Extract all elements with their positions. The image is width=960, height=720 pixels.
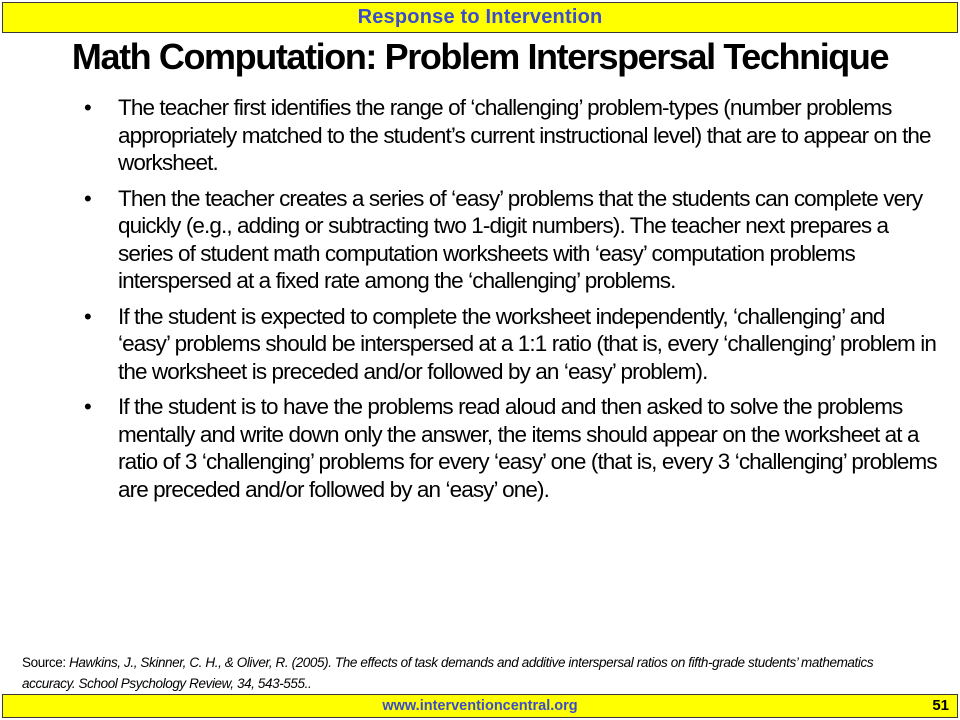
source-label: Source: bbox=[22, 655, 70, 670]
bullet-text: If the student is to have the problems read aloud and then asked to solve the problems mentally and write down only the answer, the items should appear on the worksheet at a ratio of 3 ‘challenging’ problems for every ‘easy’ one (that is, every 3 ‘challenging’ problems are preceded and/or followed by an ‘easy’ one). bbox=[118, 394, 937, 502]
bullet-text: Then the teacher creates a series of ‘easy’ problems that the students can complete very quickly (e.g., adding or subtracting two 1-digit numbers). The teacher next prepares a series of student math computation worksheets with ‘easy’ computation problems interspersed at a fixed rate among the ‘challenging’ problems. bbox=[118, 185, 923, 293]
bullet-glyph: • bbox=[84, 394, 91, 419]
bullet-item bbox=[80, 94, 940, 177]
footer-bar bbox=[2, 694, 958, 718]
bullet-item bbox=[80, 185, 940, 295]
footer-url-link[interactable]: www.interventioncentral.org bbox=[382, 698, 578, 714]
bullet-glyph: • bbox=[84, 303, 91, 329]
header-banner-text: Response to Intervention bbox=[357, 6, 603, 28]
slide-title: Math Computation: Problem Interspersal Technique bbox=[71, 36, 889, 77]
source-reference: Hawkins, J., Skinner, C. H., & Oliver, R. (2005). The effects of task demands and additive interspersal ratios on fifth-grade students’ mathematics accuracy. School Psychology Review, 34, 543-555.. bbox=[22, 655, 874, 691]
header-banner bbox=[2, 2, 958, 33]
bullet-text: If the student is expected to complete the worksheet independently, ‘challenging’ and ‘easy’ problems should be interspersed at a 1:1 ratio (that is, every ‘challenging’ problem in the worksheet is preceded and/or followed by an ‘easy’ problem). bbox=[118, 303, 936, 384]
source-citation bbox=[22, 652, 922, 694]
bullet-item bbox=[80, 393, 940, 503]
bullet-text: The teacher first identifies the range of ‘challenging’ problem-types (number problems appropriately matched to the student’s current instructional level) that are to appear on the worksheet. bbox=[118, 95, 931, 175]
bullet-glyph: • bbox=[84, 95, 91, 120]
page-number: 51 bbox=[932, 697, 949, 714]
bullet-item bbox=[80, 303, 940, 386]
bullet-glyph: • bbox=[84, 185, 91, 211]
bullet-list bbox=[80, 94, 940, 511]
